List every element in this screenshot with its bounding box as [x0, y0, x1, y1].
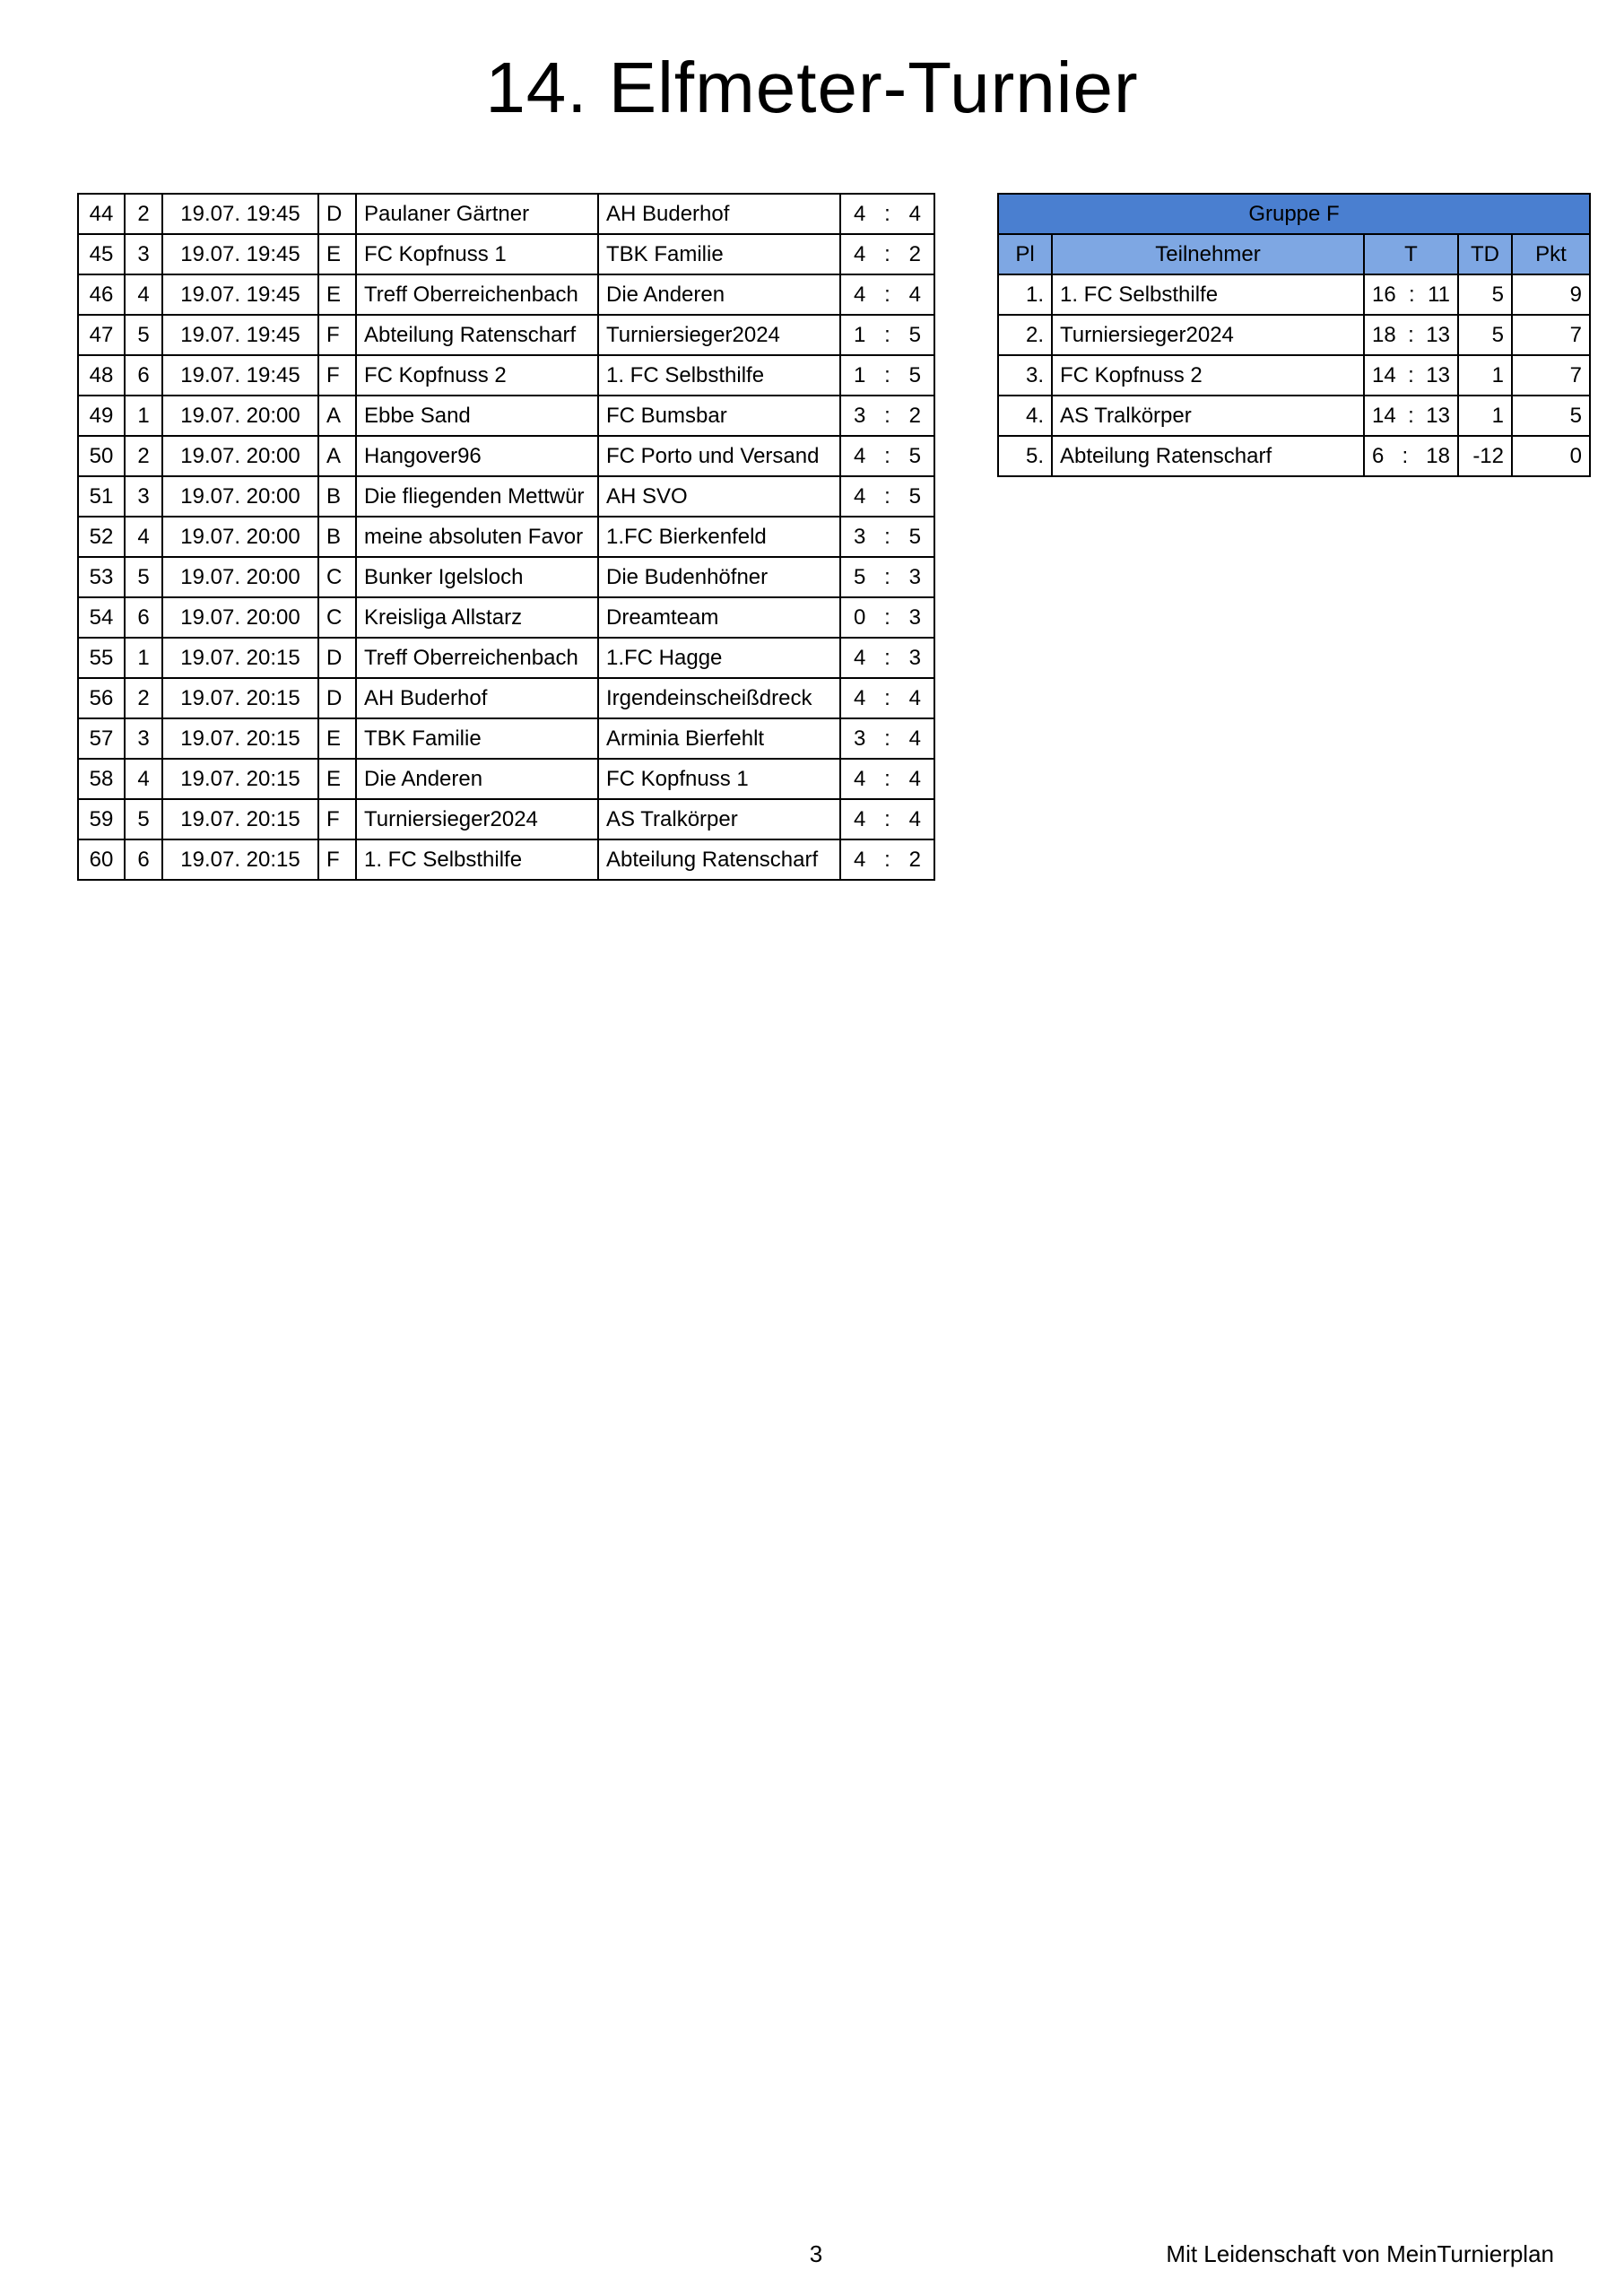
match-time: 19.07. 20:15	[162, 839, 318, 880]
match-score	[840, 839, 934, 880]
standings-goal-difference: 1	[1458, 396, 1512, 436]
match-home-team: Abteilung Ratenscharf	[356, 315, 598, 355]
match-score	[840, 315, 934, 355]
score-away: 4	[908, 201, 921, 226]
score-home: 0	[854, 604, 866, 630]
match-score	[840, 194, 934, 234]
match-row	[78, 638, 934, 678]
match-field: 4	[125, 517, 162, 557]
match-group: F	[318, 315, 356, 355]
standings-place: 5.	[998, 436, 1052, 476]
match-number: 51	[78, 476, 125, 517]
match-row	[78, 396, 934, 436]
goals-separator: :	[1408, 322, 1414, 347]
match-time: 19.07. 19:45	[162, 234, 318, 274]
match-number: 44	[78, 194, 125, 234]
match-away-team: Arminia Bierfehlt	[598, 718, 840, 759]
standings-row	[998, 315, 1590, 355]
match-row	[78, 799, 934, 839]
score-home: 1	[854, 362, 866, 387]
match-field: 6	[125, 597, 162, 638]
standings-goals	[1364, 315, 1458, 355]
score-away: 5	[908, 322, 921, 347]
match-away-team: 1. FC Selbsthilfe	[598, 355, 840, 396]
goals-separator: :	[1408, 403, 1414, 428]
score-home: 4	[854, 282, 866, 307]
match-row	[78, 355, 934, 396]
match-row	[78, 597, 934, 638]
match-score	[840, 718, 934, 759]
standings-team: Turniersieger2024	[1052, 315, 1364, 355]
score-separator: :	[884, 564, 890, 589]
match-score	[840, 759, 934, 799]
score-separator: :	[884, 766, 890, 791]
match-number: 59	[78, 799, 125, 839]
score-separator: :	[884, 685, 890, 710]
standings-place: 4.	[998, 396, 1052, 436]
match-home-team: Bunker Igelsloch	[356, 557, 598, 597]
match-field: 3	[125, 234, 162, 274]
match-time: 19.07. 20:00	[162, 476, 318, 517]
goals-for: 6	[1372, 443, 1385, 468]
standings-team: Abteilung Ratenscharf	[1052, 436, 1364, 476]
score-separator: :	[884, 443, 890, 468]
match-group: E	[318, 759, 356, 799]
score-away: 4	[908, 726, 921, 751]
standings-place: 1.	[998, 274, 1052, 315]
match-score	[840, 396, 934, 436]
match-row	[78, 315, 934, 355]
match-field: 5	[125, 799, 162, 839]
standings-points: 0	[1512, 436, 1590, 476]
score-away: 2	[908, 403, 921, 428]
score-separator: :	[884, 322, 890, 347]
score-away: 3	[908, 564, 921, 589]
match-away-team: 1.FC Hagge	[598, 638, 840, 678]
match-away-team: Abteilung Ratenscharf	[598, 839, 840, 880]
standings-table	[997, 193, 1591, 477]
match-field: 4	[125, 274, 162, 315]
standings-points: 9	[1512, 274, 1590, 315]
standings-row	[998, 436, 1590, 476]
match-time: 19.07. 20:00	[162, 396, 318, 436]
match-score	[840, 274, 934, 315]
match-field: 1	[125, 396, 162, 436]
match-number: 58	[78, 759, 125, 799]
standings-team: 1. FC Selbsthilfe	[1052, 274, 1364, 315]
match-time: 19.07. 20:15	[162, 799, 318, 839]
match-group: E	[318, 274, 356, 315]
match-home-team: Paulaner Gärtner	[356, 194, 598, 234]
match-score	[840, 436, 934, 476]
score-home: 1	[854, 322, 866, 347]
match-row	[78, 476, 934, 517]
score-home: 4	[854, 806, 866, 831]
score-away: 2	[908, 241, 921, 266]
score-separator: :	[884, 806, 890, 831]
match-field: 4	[125, 759, 162, 799]
score-home: 3	[854, 524, 866, 549]
match-row	[78, 436, 934, 476]
standings-row	[998, 274, 1590, 315]
standings-row	[998, 396, 1590, 436]
page-title: 14. Elfmeter-Turnier	[485, 48, 1139, 127]
match-group: A	[318, 436, 356, 476]
match-row	[78, 557, 934, 597]
standings-goals	[1364, 436, 1458, 476]
match-score	[840, 517, 934, 557]
match-group: E	[318, 718, 356, 759]
match-home-team: Treff Oberreichenbach	[356, 274, 598, 315]
score-home: 4	[854, 847, 866, 872]
match-score	[840, 476, 934, 517]
score-home: 4	[854, 443, 866, 468]
score-away: 4	[908, 685, 921, 710]
match-home-team: Ebbe Sand	[356, 396, 598, 436]
footer-credit: Mit Leidenschaft von MeinTurnierplan	[1166, 2240, 1554, 2267]
match-group: F	[318, 355, 356, 396]
standings-team: AS Tralkörper	[1052, 396, 1364, 436]
match-group: D	[318, 638, 356, 678]
header-place: Pl	[998, 234, 1052, 274]
match-home-team: Die Anderen	[356, 759, 598, 799]
match-group: D	[318, 678, 356, 718]
match-number: 48	[78, 355, 125, 396]
goals-for: 16	[1372, 282, 1396, 307]
score-separator: :	[884, 645, 890, 670]
match-home-team: meine absoluten Favor	[356, 517, 598, 557]
match-group: E	[318, 234, 356, 274]
match-number: 55	[78, 638, 125, 678]
match-score	[840, 799, 934, 839]
match-group: A	[318, 396, 356, 436]
match-away-team: FC Porto und Versand	[598, 436, 840, 476]
match-time: 19.07. 20:15	[162, 759, 318, 799]
match-away-team: AH Buderhof	[598, 194, 840, 234]
page-number: 3	[809, 2240, 823, 2267]
goals-separator: :	[1408, 362, 1414, 387]
standings-body	[998, 274, 1590, 476]
match-row	[78, 194, 934, 234]
match-time: 19.07. 19:45	[162, 274, 318, 315]
goals-against: 13	[1426, 362, 1450, 387]
header-goals: T	[1364, 234, 1458, 274]
score-away: 4	[908, 806, 921, 831]
standings-place: 3.	[998, 355, 1052, 396]
match-score	[840, 234, 934, 274]
match-away-team: FC Kopfnuss 1	[598, 759, 840, 799]
match-group: F	[318, 799, 356, 839]
match-row	[78, 718, 934, 759]
match-number: 53	[78, 557, 125, 597]
standings-place: 2.	[998, 315, 1052, 355]
score-home: 3	[854, 403, 866, 428]
match-time: 19.07. 20:00	[162, 436, 318, 476]
score-separator: :	[884, 524, 890, 549]
match-number: 47	[78, 315, 125, 355]
standings-goal-difference: -12	[1458, 436, 1512, 476]
match-number: 50	[78, 436, 125, 476]
match-row	[78, 678, 934, 718]
score-away: 4	[908, 282, 921, 307]
match-away-team: TBK Familie	[598, 234, 840, 274]
score-separator: :	[884, 604, 890, 630]
standings-goal-difference: 1	[1458, 355, 1512, 396]
match-field: 2	[125, 194, 162, 234]
score-separator: :	[884, 483, 890, 509]
match-away-team: Dreamteam	[598, 597, 840, 638]
match-row	[78, 517, 934, 557]
header-points: Pkt	[1512, 234, 1590, 274]
match-field: 2	[125, 436, 162, 476]
match-home-team: Turniersieger2024	[356, 799, 598, 839]
match-group: B	[318, 517, 356, 557]
group-title: Gruppe F	[998, 194, 1590, 234]
match-number: 49	[78, 396, 125, 436]
score-home: 3	[854, 726, 866, 751]
standings-team: FC Kopfnuss 2	[1052, 355, 1364, 396]
goals-separator: :	[1402, 443, 1409, 468]
goals-for: 18	[1372, 322, 1396, 347]
standings-goal-difference: 5	[1458, 274, 1512, 315]
match-number: 60	[78, 839, 125, 880]
score-away: 2	[908, 847, 921, 872]
score-home: 4	[854, 685, 866, 710]
standings-points: 7	[1512, 355, 1590, 396]
match-field: 6	[125, 355, 162, 396]
match-group: D	[318, 194, 356, 234]
goals-against: 13	[1426, 322, 1450, 347]
match-home-team: FC Kopfnuss 1	[356, 234, 598, 274]
match-home-team: Die fliegenden Mettwür	[356, 476, 598, 517]
score-away: 4	[908, 766, 921, 791]
score-separator: :	[884, 403, 890, 428]
goals-separator: :	[1409, 282, 1415, 307]
match-group: F	[318, 839, 356, 880]
score-separator: :	[884, 241, 890, 266]
match-time: 19.07. 19:45	[162, 315, 318, 355]
match-row	[78, 274, 934, 315]
match-home-team: 1. FC Selbsthilfe	[356, 839, 598, 880]
match-time: 19.07. 20:00	[162, 557, 318, 597]
match-row	[78, 234, 934, 274]
match-number: 46	[78, 274, 125, 315]
match-score	[840, 557, 934, 597]
score-separator: :	[884, 282, 890, 307]
match-field: 6	[125, 839, 162, 880]
standings-goals	[1364, 274, 1458, 315]
match-away-team: Die Anderen	[598, 274, 840, 315]
match-time: 19.07. 20:15	[162, 678, 318, 718]
match-time: 19.07. 19:45	[162, 194, 318, 234]
match-away-team: AH SVO	[598, 476, 840, 517]
match-field: 5	[125, 315, 162, 355]
goals-for: 14	[1372, 403, 1396, 428]
standings-row	[998, 355, 1590, 396]
score-home: 4	[854, 483, 866, 509]
match-field: 5	[125, 557, 162, 597]
match-home-team: AH Buderhof	[356, 678, 598, 718]
score-home: 5	[854, 564, 866, 589]
match-number: 56	[78, 678, 125, 718]
standings-goal-difference: 5	[1458, 315, 1512, 355]
match-home-team: FC Kopfnuss 2	[356, 355, 598, 396]
match-number: 52	[78, 517, 125, 557]
match-group: C	[318, 597, 356, 638]
standings-points: 7	[1512, 315, 1590, 355]
score-away: 3	[908, 645, 921, 670]
match-number: 54	[78, 597, 125, 638]
header-goal-difference: TD	[1458, 234, 1512, 274]
goals-against: 11	[1428, 282, 1450, 307]
standings-goals	[1364, 355, 1458, 396]
goals-against: 18	[1426, 443, 1450, 468]
match-number: 57	[78, 718, 125, 759]
match-home-team: Kreisliga Allstarz	[356, 597, 598, 638]
header-team: Teilnehmer	[1052, 234, 1364, 274]
match-row	[78, 759, 934, 799]
match-home-team: Treff Oberreichenbach	[356, 638, 598, 678]
match-score	[840, 638, 934, 678]
score-away: 5	[908, 524, 921, 549]
match-schedule-body	[78, 194, 934, 880]
match-field: 3	[125, 718, 162, 759]
match-field: 1	[125, 638, 162, 678]
match-number: 45	[78, 234, 125, 274]
match-score	[840, 678, 934, 718]
score-separator: :	[884, 726, 890, 751]
score-home: 4	[854, 645, 866, 670]
score-home: 4	[854, 201, 866, 226]
match-schedule-table	[77, 193, 935, 881]
match-time: 19.07. 20:00	[162, 517, 318, 557]
match-home-team: TBK Familie	[356, 718, 598, 759]
match-row	[78, 839, 934, 880]
match-away-team: Irgendeinscheißdreck	[598, 678, 840, 718]
goals-against: 13	[1426, 403, 1450, 428]
match-away-team: FC Bumsbar	[598, 396, 840, 436]
match-field: 2	[125, 678, 162, 718]
score-away: 5	[908, 483, 921, 509]
match-time: 19.07. 20:15	[162, 718, 318, 759]
match-score	[840, 355, 934, 396]
match-group: B	[318, 476, 356, 517]
score-separator: :	[884, 847, 890, 872]
score-separator: :	[884, 201, 890, 226]
match-away-team: Turniersieger2024	[598, 315, 840, 355]
match-time: 19.07. 20:15	[162, 638, 318, 678]
standings-points: 5	[1512, 396, 1590, 436]
match-away-team: AS Tralkörper	[598, 799, 840, 839]
match-away-team: Die Budenhöfner	[598, 557, 840, 597]
score-away: 3	[908, 604, 921, 630]
score-home: 4	[854, 766, 866, 791]
standings-goals	[1364, 396, 1458, 436]
score-away: 5	[908, 443, 921, 468]
match-score	[840, 597, 934, 638]
goals-for: 14	[1372, 362, 1396, 387]
match-field: 3	[125, 476, 162, 517]
match-time: 19.07. 19:45	[162, 355, 318, 396]
match-away-team: 1.FC Bierkenfeld	[598, 517, 840, 557]
match-time: 19.07. 20:00	[162, 597, 318, 638]
score-separator: :	[884, 362, 890, 387]
match-home-team: Hangover96	[356, 436, 598, 476]
match-group: C	[318, 557, 356, 597]
score-away: 5	[908, 362, 921, 387]
score-home: 4	[854, 241, 866, 266]
